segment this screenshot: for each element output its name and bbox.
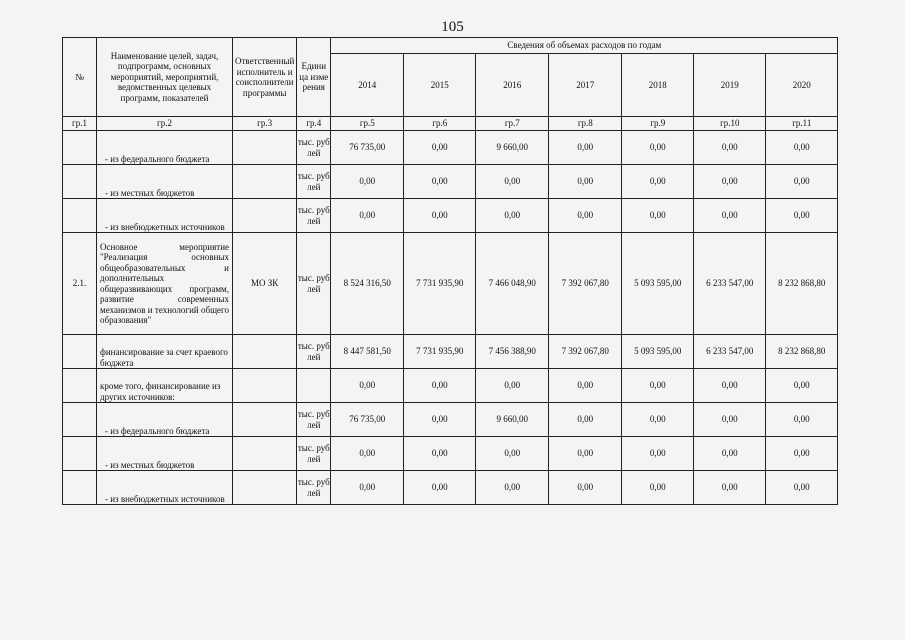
header-name: Наименование целей, задач, подпрограмм, основных мероприятий, мероприятий, ведомственных целевых программ, показателей	[97, 38, 233, 117]
header-expenses: Сведения об объемах расходов по годам	[331, 38, 838, 54]
table-row	[63, 335, 838, 369]
row-value: 7 392 067,80	[549, 233, 622, 335]
header-year: 2018	[622, 54, 694, 117]
row-executor	[233, 437, 297, 471]
row-value: 7 731 935,90	[404, 233, 476, 335]
row-name: - из федерального бюджета	[97, 131, 233, 165]
row-value: 8 232 868,80	[766, 233, 838, 335]
row-value: 0,00	[404, 437, 476, 471]
row-value: 7 731 935,90	[404, 335, 476, 369]
row-value: 76 735,00	[331, 403, 404, 437]
row-value: 0,00	[622, 471, 694, 505]
row-no	[63, 335, 97, 369]
expenses-table	[62, 37, 838, 505]
row-value: 0,00	[766, 403, 838, 437]
col-number: гр.3	[233, 117, 297, 131]
row-value: 0,00	[404, 471, 476, 505]
table-row	[63, 369, 838, 403]
row-name: кроме того, финансирование из других источников:	[97, 369, 233, 403]
row-value: 0,00	[622, 199, 694, 233]
row-value: 9 660,00	[476, 131, 549, 165]
row-name: - из федерального бюджета	[97, 403, 233, 437]
row-value: 0,00	[694, 403, 766, 437]
header-unit: Единица измерения	[297, 38, 331, 117]
row-value: 0,00	[331, 199, 404, 233]
row-executor	[233, 131, 297, 165]
row-no	[63, 471, 97, 505]
row-value: 0,00	[622, 403, 694, 437]
row-value: 8 232 868,80	[766, 335, 838, 369]
table-row	[63, 437, 838, 471]
row-value: 0,00	[549, 437, 622, 471]
row-executor	[233, 369, 297, 403]
row-value: 0,00	[331, 165, 404, 199]
row-value: 6 233 547,00	[694, 335, 766, 369]
row-value: 0,00	[549, 165, 622, 199]
col-number: гр.6	[404, 117, 476, 131]
row-value: 5 093 595,00	[622, 233, 694, 335]
row-value: 7 456 388,90	[476, 335, 549, 369]
row-value: 0,00	[694, 199, 766, 233]
row-value: 0,00	[622, 437, 694, 471]
table-row	[63, 165, 838, 199]
row-value: 7 392 067,80	[549, 335, 622, 369]
table-row	[63, 233, 838, 335]
row-value: 0,00	[694, 437, 766, 471]
header-year: 2017	[549, 54, 622, 117]
row-value: 0,00	[331, 437, 404, 471]
row-value: 76 735,00	[331, 131, 404, 165]
row-unit: тыс. руб лей	[297, 403, 331, 437]
header-year: 2020	[766, 54, 838, 117]
header-year: 2014	[331, 54, 404, 117]
row-value: 0,00	[622, 165, 694, 199]
row-value: 0,00	[549, 199, 622, 233]
row-value: 0,00	[622, 369, 694, 403]
row-no: 2.1.	[63, 233, 97, 335]
row-value: 0,00	[331, 471, 404, 505]
row-value: 0,00	[404, 165, 476, 199]
row-unit: тыс. руб лей	[297, 437, 331, 471]
col-number: гр.9	[622, 117, 694, 131]
row-value: 0,00	[766, 437, 838, 471]
col-number: гр.5	[331, 117, 404, 131]
table-row	[63, 131, 838, 165]
row-unit: тыс. руб лей	[297, 233, 331, 335]
col-number: гр.7	[476, 117, 549, 131]
row-name: - из внебюджетных источников	[97, 471, 233, 505]
row-value: 0,00	[476, 437, 549, 471]
row-unit: тыс. руб лей	[297, 335, 331, 369]
row-value: 0,00	[766, 199, 838, 233]
row-value: 0,00	[404, 403, 476, 437]
row-value: 7 466 048,90	[476, 233, 549, 335]
row-value: 0,00	[549, 471, 622, 505]
table-row	[63, 199, 838, 233]
row-value: 0,00	[694, 165, 766, 199]
row-unit: тыс. руб лей	[297, 131, 331, 165]
row-value: 0,00	[622, 131, 694, 165]
row-value: 0,00	[766, 165, 838, 199]
row-value: 0,00	[694, 369, 766, 403]
row-value: 0,00	[694, 471, 766, 505]
row-no	[63, 131, 97, 165]
page-number: 105	[441, 19, 464, 35]
row-executor	[233, 471, 297, 505]
header-year: 2019	[694, 54, 766, 117]
header-executor: Ответственный исполнитель и соисполнители программы	[233, 38, 297, 117]
row-unit: тыс. руб лей	[297, 165, 331, 199]
row-value: 0,00	[404, 131, 476, 165]
row-unit	[297, 369, 331, 403]
row-no	[63, 403, 97, 437]
row-value: 9 660,00	[476, 403, 549, 437]
row-value: 8 447 581,50	[331, 335, 404, 369]
row-name: - из местных бюджетов	[97, 165, 233, 199]
table-row	[63, 403, 838, 437]
row-unit: тыс. руб лей	[297, 471, 331, 505]
col-number: гр.1	[63, 117, 97, 131]
row-value: 0,00	[404, 369, 476, 403]
row-name: - из внебюджетных источников	[97, 199, 233, 233]
row-executor	[233, 403, 297, 437]
row-name: Основное мероприятие "Реализация основных общеобразовательных и дополнительных общеразвивающих программ, развитие современных механизмов и технологий общего образования"	[97, 233, 233, 335]
row-name: финансирование за счет краевого бюджета	[97, 335, 233, 369]
row-value: 8 524 316,50	[331, 233, 404, 335]
row-executor	[233, 199, 297, 233]
row-value: 0,00	[476, 165, 549, 199]
row-value: 0,00	[549, 131, 622, 165]
row-value: 0,00	[766, 131, 838, 165]
table-row	[63, 471, 838, 505]
col-number: гр.11	[766, 117, 838, 131]
row-unit: тыс. руб лей	[297, 199, 331, 233]
col-number: гр.8	[549, 117, 622, 131]
row-value: 0,00	[404, 199, 476, 233]
row-value: 0,00	[694, 131, 766, 165]
header-year: 2015	[404, 54, 476, 117]
row-name: - из местных бюджетов	[97, 437, 233, 471]
header-year: 2016	[476, 54, 549, 117]
row-no	[63, 369, 97, 403]
row-executor: МО ЗК	[233, 233, 297, 335]
row-value: 0,00	[549, 403, 622, 437]
row-value: 0,00	[766, 369, 838, 403]
header-no: №	[63, 38, 97, 117]
col-number: гр.2	[97, 117, 233, 131]
row-value: 0,00	[476, 471, 549, 505]
row-no	[63, 199, 97, 233]
row-value: 6 233 547,00	[694, 233, 766, 335]
row-value: 0,00	[549, 369, 622, 403]
row-value: 0,00	[476, 369, 549, 403]
row-executor	[233, 165, 297, 199]
col-number: гр.4	[297, 117, 331, 131]
row-value: 0,00	[331, 369, 404, 403]
row-no	[63, 165, 97, 199]
row-value: 0,00	[476, 199, 549, 233]
col-number: гр.10	[694, 117, 766, 131]
row-executor	[233, 335, 297, 369]
row-value: 5 093 595,00	[622, 335, 694, 369]
row-value: 0,00	[766, 471, 838, 505]
row-no	[63, 437, 97, 471]
